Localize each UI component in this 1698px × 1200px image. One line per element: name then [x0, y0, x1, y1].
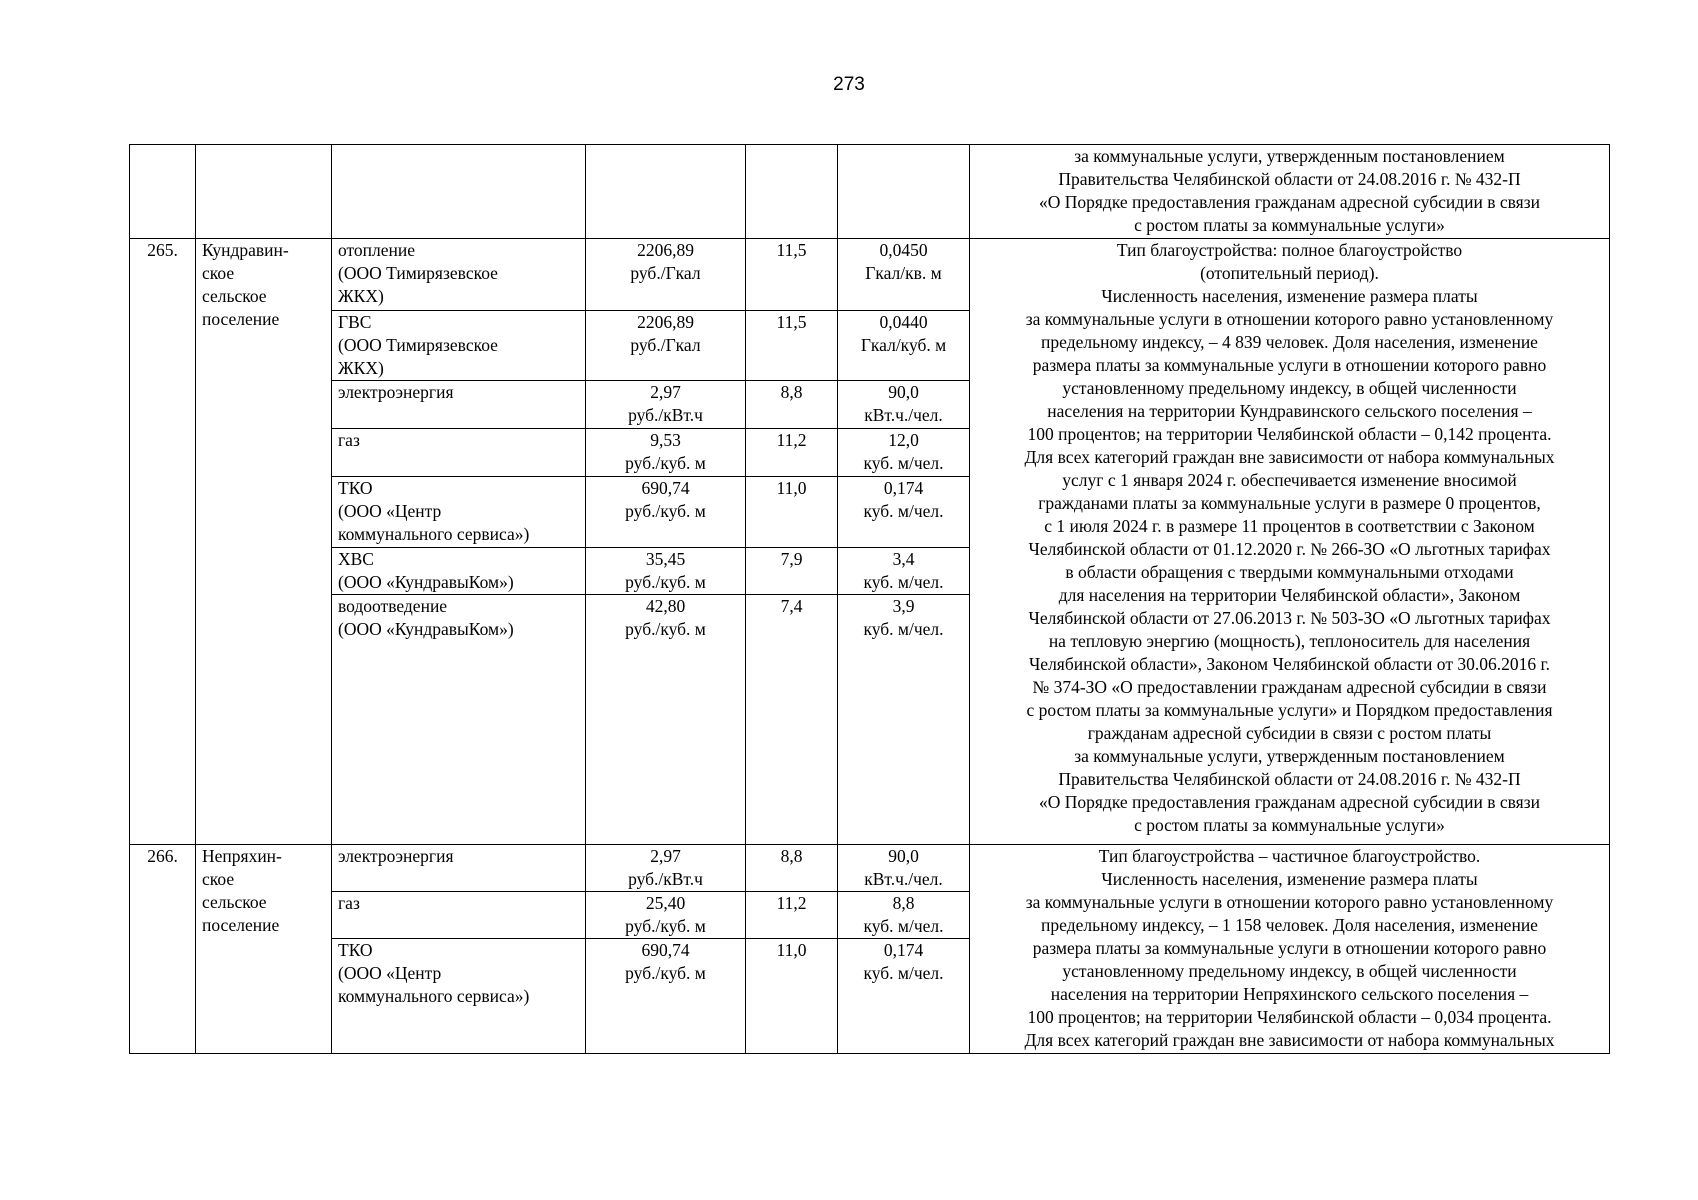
norm-line: 0,0440: [879, 312, 928, 332]
service-name-line: ЖКХ): [338, 358, 384, 378]
norm-value: [838, 381, 970, 429]
tariff-line: руб./кВт.ч: [628, 869, 703, 889]
service-name-line: ЖКХ): [338, 286, 384, 306]
service-name: [332, 892, 586, 939]
description-line: для населения на территории Челябинской области», Законом: [1058, 585, 1521, 605]
description-line: Тип благоустройства – частичное благоустройство.: [1098, 846, 1481, 866]
settlement-name-line: ское: [202, 263, 235, 283]
description-line: в области обращения с твердыми коммунальными отходами: [1065, 562, 1514, 582]
description-line: Правительства Челябинской области от 24.08.2016 г. № 432-П: [1058, 769, 1521, 789]
service-name-line: отопление: [338, 240, 416, 260]
service-name-line: газ: [338, 893, 360, 913]
tariff-line: 35,45: [645, 549, 686, 569]
tariff-line: 2206,89: [637, 240, 694, 260]
tariff-line: руб./кВт.ч: [628, 405, 703, 425]
description-line: услуг с 1 января 2024 г. обеспечивается изменение вносимой: [1062, 470, 1517, 490]
continuation-row: [130, 145, 1610, 239]
tariff-line: руб./Гкал: [630, 335, 701, 355]
norm-value: [838, 892, 970, 939]
norm-value: [838, 477, 970, 548]
norm-line: 90,0: [888, 382, 919, 402]
description-line: установленному предельному индексу, в общей численности: [1062, 378, 1517, 398]
service-name-line: водоотведение: [338, 596, 448, 616]
index-value: 11,5: [746, 239, 838, 311]
tariff-value: [586, 429, 746, 477]
service-name-line: ТКО: [338, 940, 373, 960]
service-name-line: (ООО «КундравыКом»): [338, 572, 514, 592]
description-line: (отопительный период).: [1200, 263, 1379, 283]
tariff-line: 42,80: [645, 596, 686, 616]
settlement-cell: [196, 145, 332, 239]
settlement-name-line: сельское: [202, 286, 267, 306]
description-line: 100 процентов; на территории Челябинской области – 0,034 процента.: [1027, 1007, 1552, 1027]
norm-value: [838, 845, 970, 892]
settlement-name-line: поселение: [202, 915, 280, 935]
tariff-value: [586, 892, 746, 939]
row-number: 265.: [130, 239, 196, 845]
index-cell: [746, 145, 838, 239]
settlement-name: [196, 239, 332, 845]
description-line: Для всех категорий граждан вне зависимости от набора коммунальных: [1024, 447, 1555, 467]
description-line: № 374-ЗО «О предоставлении гражданам адресной субсидии в связи: [1032, 677, 1547, 697]
settlement-name-line: Непряхин-: [202, 846, 282, 866]
norm-value: [838, 595, 970, 845]
description-line: за коммунальные услуги в отношении которого равно установленному: [1025, 892, 1554, 912]
service-name: [332, 548, 586, 595]
norm-line: куб. м/чел.: [863, 916, 944, 936]
index-value: 11,2: [746, 892, 838, 939]
norm-line: Гкал/куб. м: [860, 335, 947, 355]
description-line: предельному индексу, – 1 158 человек. Доля населения, изменение: [1041, 915, 1538, 935]
tariff-table: [129, 144, 1610, 1054]
description-line: Челябинской области от 01.12.2020 г. № 266-ЗО «О льготных тарифах: [1028, 539, 1551, 559]
service-name-line: электроэнергия: [338, 382, 454, 402]
norm-value: [838, 311, 970, 381]
norm-value: [838, 939, 970, 1054]
description-line: с 1 июля 2024 г. в размере 11 процентов в соответствии с Законом: [1044, 516, 1535, 536]
row-number: 266.: [130, 845, 196, 1054]
description-line: с ростом платы за коммунальные услуги»: [1134, 815, 1445, 835]
tariff-line: 2,97: [650, 846, 681, 866]
norm-value: [838, 548, 970, 595]
description-line: с ростом платы за коммунальные услуги» и Порядком предоставления: [1026, 700, 1553, 720]
settlement-name-line: Кундравин-: [202, 240, 289, 260]
service-name-line: ТКО: [338, 478, 373, 498]
tariff-value: [586, 548, 746, 595]
service-name: [332, 477, 586, 548]
norm-value: [838, 239, 970, 311]
service-name: [332, 595, 586, 845]
norm-line: куб. м/чел.: [863, 963, 944, 983]
description-line: «О Порядке предоставления гражданам адресной субсидии в связи: [1038, 792, 1541, 812]
norm-line: кВт.ч./чел.: [864, 869, 943, 889]
settlement-name-line: сельское: [202, 892, 267, 912]
service-name-line: (ООО Тимирязевское: [338, 335, 498, 355]
tariff-value: [586, 239, 746, 311]
service-name: [332, 311, 586, 381]
tariff-line: 9,53: [650, 430, 681, 450]
norm-line: Гкал/кв. м: [865, 263, 942, 283]
number-cell: [130, 145, 196, 239]
tariff-value: [586, 845, 746, 892]
norm-line: 0,174: [883, 478, 924, 498]
tariff-line: руб./Гкал: [630, 263, 701, 283]
service-name-line: газ: [338, 430, 360, 450]
service-name: [332, 381, 586, 429]
description-line: «О Порядке предоставления гражданам адресной субсидии в связи: [1038, 192, 1541, 212]
description-line: на тепловую энергию (мощность), теплоноситель для населения: [1048, 631, 1531, 651]
description-line: Численность населения, изменение размера платы: [1101, 869, 1478, 889]
description-line: предельному индексу, – 4 839 человек. Доля населения, изменение: [1041, 332, 1538, 352]
description-line: за коммунальные услуги, утвержденным постановлением: [1074, 146, 1505, 166]
tariff-value: [586, 381, 746, 429]
norm-line: 90,0: [888, 846, 919, 866]
norm-line: куб. м/чел.: [863, 453, 944, 473]
index-value: 8,8: [746, 381, 838, 429]
norm-line: 0,0450: [879, 240, 928, 260]
description-line: Правительства Челябинской области от 24.08.2016 г. № 432-П: [1058, 169, 1521, 189]
settlement-name: [196, 845, 332, 1054]
tariff-line: руб./куб. м: [625, 619, 706, 639]
description-line: населения на территории Непряхинского сельского поселения –: [1050, 984, 1529, 1004]
index-value: 11,5: [746, 311, 838, 381]
service-name-line: (ООО «Центр: [338, 963, 442, 983]
tariff-line: 25,40: [645, 893, 686, 913]
norm-line: 3,4: [892, 549, 915, 569]
tariff-value: [586, 311, 746, 381]
service-name-line: (ООО «Центр: [338, 501, 442, 521]
description-line: за коммунальные услуги в отношении которого равно установленному: [1025, 309, 1554, 329]
service-name-line: коммунального сервиса»): [338, 986, 530, 1006]
tariff-cell: [586, 145, 746, 239]
tariff-line: руб./куб. м: [625, 501, 706, 521]
index-value: 8,8: [746, 845, 838, 892]
tariff-line: 690,74: [641, 940, 690, 960]
tariff-line: руб./куб. м: [625, 963, 706, 983]
service-name-line: ХВС: [338, 549, 374, 569]
description-line: Для всех категорий граждан вне зависимости от набора коммунальных: [1024, 1030, 1555, 1050]
index-value: 7,4: [746, 595, 838, 845]
service-name-line: электроэнергия: [338, 846, 454, 866]
tariff-line: руб./куб. м: [625, 916, 706, 936]
tariff-value: [586, 477, 746, 548]
description-cell: [970, 145, 1610, 239]
service-name-line: (ООО «КундравыКом»): [338, 619, 514, 639]
service-name: [332, 845, 586, 892]
norm-line: куб. м/чел.: [863, 501, 944, 521]
description-line: гражданам адресной субсидии в связи с ростом платы: [1087, 723, 1492, 743]
tariff-line: руб./куб. м: [625, 453, 706, 473]
description-line: за коммунальные услуги, утвержденным постановлением: [1074, 746, 1505, 766]
norm-line: 12,0: [888, 430, 919, 450]
service-name-line: коммунального сервиса»): [338, 524, 530, 544]
tariff-line: 690,74: [641, 478, 690, 498]
service-row: [130, 845, 1610, 892]
index-value: 11,0: [746, 939, 838, 1054]
norm-cell: [838, 145, 970, 239]
norm-line: куб. м/чел.: [863, 619, 944, 639]
description-line: размера платы за коммунальные услуги в отношении которого равно: [1032, 938, 1547, 958]
index-value: 7,9: [746, 548, 838, 595]
index-value: 11,0: [746, 477, 838, 548]
norm-line: 0,174: [883, 940, 924, 960]
description-line: с ростом платы за коммунальные услуги»: [1134, 215, 1445, 235]
settlement-name-line: ское: [202, 869, 235, 889]
norm-line: куб. м/чел.: [863, 572, 944, 592]
description-line: населения на территории Кундравинского сельского поселения –: [1047, 401, 1532, 421]
service-name: [332, 239, 586, 311]
description-line: Челябинской области от 27.06.2013 г. № 503-ЗО «О льготных тарифах: [1028, 608, 1551, 628]
tariff-line: 2,97: [650, 382, 681, 402]
norm-line: кВт.ч./чел.: [864, 405, 943, 425]
index-value: 11,2: [746, 429, 838, 477]
service-name-line: (ООО Тимирязевское: [338, 263, 498, 283]
service-name-line: ГВС: [338, 312, 372, 332]
norm-line: 8,8: [892, 893, 915, 913]
description-line: Челябинской области», Законом Челябинской области от 30.06.2016 г.: [1028, 654, 1551, 674]
tariff-line: 2206,89: [637, 312, 694, 332]
norm-line: 3,9: [892, 596, 915, 616]
description-line: Тип благоустройства: полное благоустройство: [1116, 240, 1463, 260]
tariff-value: [586, 939, 746, 1054]
description-line: размера платы за коммунальные услуги в отношении которого равно: [1032, 355, 1547, 375]
description-line: установленному предельному индексу, в общей численности: [1062, 961, 1517, 981]
description-line: Численность населения, изменение размера платы: [1101, 286, 1478, 306]
norm-value: [838, 429, 970, 477]
tariff-line: руб./куб. м: [625, 572, 706, 592]
service-row: [130, 239, 1610, 311]
description-line: гражданами платы за коммунальные услуги в размере 0 процентов,: [1038, 493, 1541, 513]
service-name: [332, 429, 586, 477]
service-cell: [332, 145, 586, 239]
settlement-name-line: поселение: [202, 309, 280, 329]
description-line: 100 процентов; на территории Челябинской области – 0,142 процента.: [1027, 424, 1552, 444]
tariff-value: [586, 595, 746, 845]
service-name: [332, 939, 586, 1054]
page-number: 273: [833, 74, 865, 95]
description-cell: [970, 239, 1610, 845]
description-cell: [970, 845, 1610, 1054]
